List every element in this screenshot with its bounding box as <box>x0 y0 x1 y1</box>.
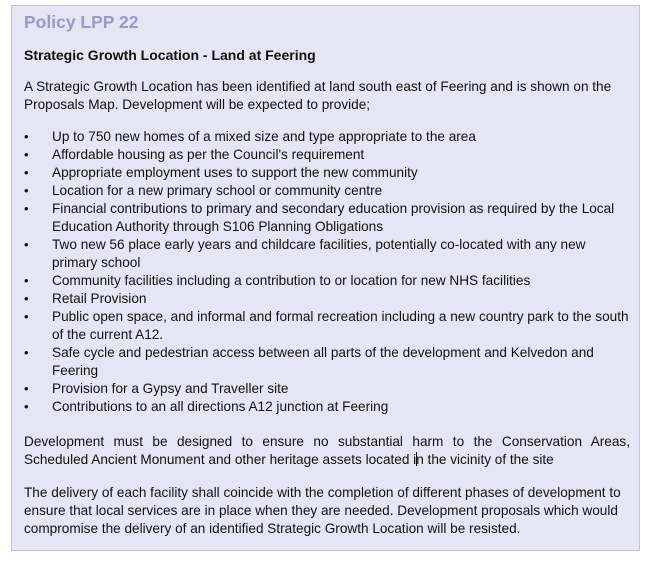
list-item-text: Community facilities including a contribution to or location for new NHS facilities <box>52 273 531 288</box>
bullet-icon: • <box>24 201 29 216</box>
list-item-text: Safe cycle and pedestrian access between all parts of the development and Kelvedon and Feering <box>52 345 594 378</box>
list-item-text: Appropriate employment uses to support the new community <box>52 165 418 180</box>
policy-ref: Policy LPP 22 <box>24 12 139 32</box>
bullet-icon: • <box>24 345 29 360</box>
list-item <box>12 182 630 200</box>
list-item-text: Public open space, and informal and formal recreation including a new country park to the south of the current A12. <box>52 309 629 342</box>
list-item <box>12 164 630 182</box>
list-item-text: Financial contributions to primary and secondary education provision as required by the Local Education Authority through S106 Planning Obligations <box>52 201 615 234</box>
bullet-icon: • <box>24 381 29 396</box>
closing-paragraph-heritage[interactable] <box>24 433 630 469</box>
bullet-icon: • <box>24 291 29 306</box>
list-item-text: Affordable housing as per the Council's requirement <box>52 147 365 162</box>
list-item-text: Up to 750 new homes of a mixed size and type appropriate to the area <box>52 129 476 144</box>
list-item-text: Location for a new primary school or community centre <box>52 183 383 198</box>
bullet-icon: • <box>24 147 29 162</box>
list-item <box>12 128 630 146</box>
list-item-text: Contributions to an all directions A12 junction at Feering <box>52 399 389 414</box>
bullet-icon: • <box>24 183 29 198</box>
bullet-icon: • <box>24 399 29 414</box>
intro-paragraph: A Strategic Growth Location has been identified at land south east of Feering and is shown on the Proposals Map. Development will be expected to provide; <box>24 79 612 112</box>
provisions-list <box>12 128 630 416</box>
bullet-icon: • <box>24 273 29 288</box>
bullet-icon: • <box>24 237 29 252</box>
list-item <box>12 344 630 380</box>
list-item <box>12 200 630 236</box>
list-item-text: Provision for a Gypsy and Traveller site <box>52 381 289 396</box>
closing-paragraph-delivery: The delivery of each facility shall coincide with the completion of different phases of development to ensure that local services are in place when they are needed. Development proposals which would compromise the delivery of an identified Strategic Growth Location will be resisted. <box>24 485 621 536</box>
closing-text-part-2: n the vicinity of the site <box>416 452 554 467</box>
list-item <box>12 398 630 416</box>
list-item-text: Two new 56 place early years and childcare facilities, potentially co-located with any new primary school <box>52 237 586 270</box>
list-item <box>12 146 630 164</box>
policy-box <box>11 5 640 551</box>
closing-text-part-1: Development must be designed to ensure no substantial harm to the Conservation Areas, Scheduled Ancient Monument and other heritage assets located i <box>24 434 630 467</box>
list-item <box>12 272 630 290</box>
list-item <box>12 380 630 398</box>
bullet-icon: • <box>24 129 29 144</box>
bullet-icon: • <box>24 309 29 324</box>
list-item <box>12 290 630 308</box>
policy-title: Strategic Growth Location - Land at Feering <box>24 47 316 63</box>
list-item-text: Retail Provision <box>52 291 147 306</box>
list-item <box>12 308 630 344</box>
bullet-icon: • <box>24 165 29 180</box>
list-item <box>12 236 630 272</box>
